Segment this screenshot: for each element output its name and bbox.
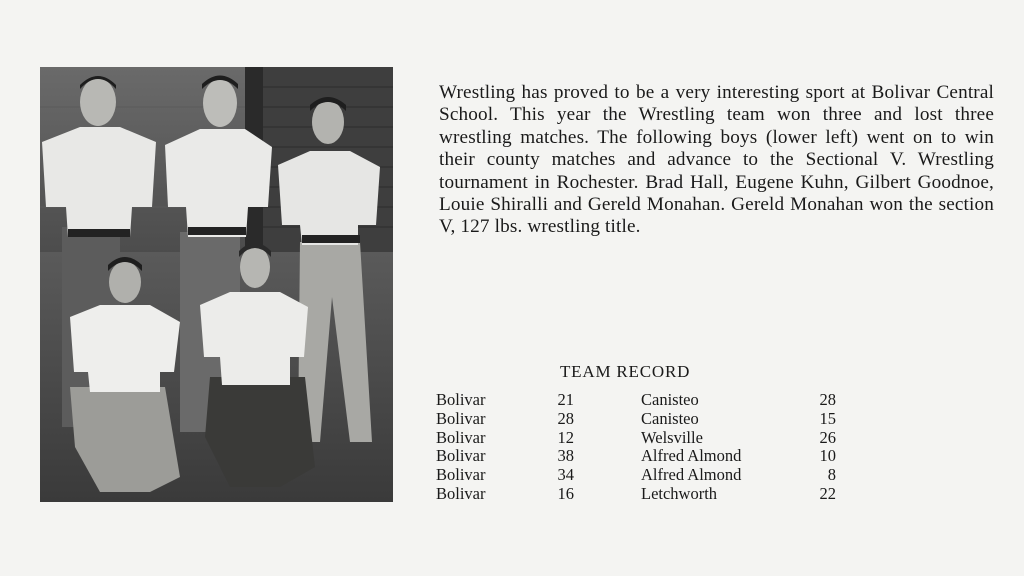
- team-name: Bolivar: [436, 390, 486, 409]
- opponent-score: 15: [819, 408, 836, 428]
- opponent-score: 10: [819, 446, 836, 466]
- opponent-score: 8: [827, 465, 836, 485]
- record-row: [436, 447, 846, 466]
- article-paragraph: Wrestling has proved to be a very interesting sport at Bolivar Central School. This year the Wrestling team won three and lost three wrestling matches. The following boys (lower left) went on to win their county matches and advance to the Sectional V. Wrestling tournament in Rochester. Brad Hall, Eugene Kuhn, Gilbert Goodnoe, Louie Shiralli and Gereld Monahan. Gereld Monahan won the section V, 127 lbs. wrestling title.: [439, 82, 994, 238]
- team-score: 38: [557, 446, 574, 466]
- opponent-name: Alfred Almond: [641, 465, 742, 485]
- team-photo: [40, 67, 393, 502]
- team-score: 16: [557, 483, 574, 503]
- team-name: Bolivar: [436, 446, 486, 466]
- team-record-table: [436, 391, 846, 504]
- opponent-name: Alfred Almond: [641, 446, 742, 466]
- opponent-score: 22: [819, 483, 836, 503]
- opponent-name: Welsville: [641, 427, 703, 447]
- team-name: Bolivar: [436, 483, 486, 503]
- team-name: Bolivar: [436, 408, 486, 428]
- record-row: [436, 391, 846, 410]
- opponent-score: 28: [819, 390, 836, 409]
- team-score: 12: [557, 427, 574, 447]
- opponent-name: Canisteo: [641, 408, 699, 428]
- team-score: 28: [557, 408, 574, 428]
- team-photo-illustration: [40, 67, 393, 502]
- team-score: 21: [557, 390, 574, 409]
- team-name: Bolivar: [436, 465, 486, 485]
- team-score: 34: [557, 465, 574, 485]
- record-row: [436, 410, 846, 429]
- opponent-name: Canisteo: [641, 390, 699, 409]
- record-row: [436, 485, 846, 504]
- record-row: [436, 429, 846, 448]
- team-record-title: TEAM RECORD: [560, 362, 691, 381]
- opponent-name: Letchworth: [641, 483, 718, 503]
- team-name: Bolivar: [436, 427, 486, 447]
- record-row: [436, 466, 846, 485]
- opponent-score: 26: [819, 427, 836, 447]
